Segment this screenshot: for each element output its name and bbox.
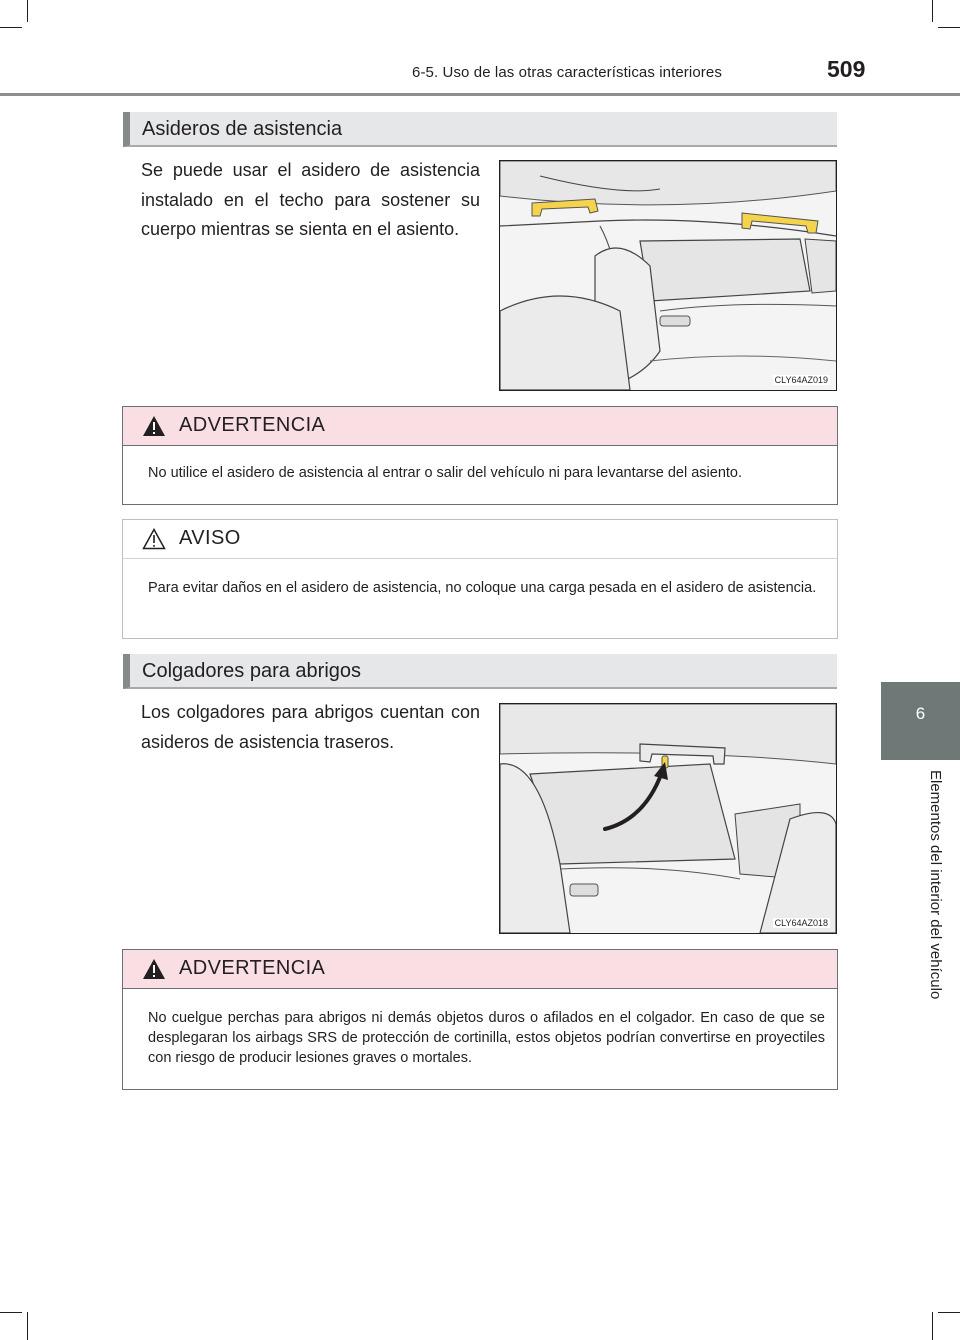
warning-box: [122, 949, 838, 1090]
page-number: 509: [827, 56, 866, 82]
caution-triangle-icon: [142, 528, 166, 550]
figure-code: CLY64AZ019: [774, 375, 828, 385]
section-heading-assist-grips: [123, 112, 837, 147]
crop-mark: [27, 1312, 28, 1340]
crop-mark: [0, 27, 22, 28]
section-body-text: Se puede usar el asidero de asistencia instalado en el techo para sostener su cuerpo mientras se sienta en el asiento.: [141, 160, 480, 239]
warning-title: ADVERTENCIA: [179, 414, 326, 436]
warning-triangle-icon: [142, 958, 166, 980]
assist-grip-illustration: [499, 160, 837, 391]
car-rear-interior-drawing: [500, 704, 836, 933]
warning-text: No utilice el asidero de asistencia al entrar o salir del vehículo ni para levantarse del asiento.: [148, 465, 743, 481]
notice-title: AVISO: [179, 527, 241, 549]
warning-box: [122, 406, 838, 505]
section-heading-text: Asideros de asistencia: [142, 118, 343, 140]
car-interior-drawing: [500, 161, 836, 390]
warning-header: [123, 950, 837, 989]
chapter-number: 6: [915, 704, 926, 723]
header-rule: [0, 93, 960, 96]
notice-header: [123, 520, 837, 559]
coat-hook-illustration: [499, 703, 837, 934]
crop-mark: [938, 27, 960, 28]
crop-mark: [27, 0, 28, 22]
section-heading-text: Colgadores para abrigos: [142, 660, 362, 682]
crop-mark: [932, 0, 933, 22]
section-body-text: Los colgadores para abrigos cuentan con asideros de asistencia traseros.: [141, 702, 480, 752]
chapter-label: Elementos del interior del vehículo: [927, 770, 944, 1000]
crop-mark: [938, 1312, 960, 1313]
warning-text: No cuelgue perchas para abrigos ni demás objetos duros o afilados en el colgador. En caso de que se desplegaran los airbags SRS de protección de cortinilla, estos objetos podrían convertirse en proyectiles con riesgo de producir lesiones graves o mortales.: [148, 1010, 825, 1066]
header-section-title: 6-5. Uso de las otras características interiores: [412, 64, 722, 81]
warning-title: ADVERTENCIA: [179, 957, 326, 979]
warning-triangle-icon: [142, 415, 166, 437]
notice-text: Para evitar daños en el asidero de asistencia, no coloque una carga pesada en el asidero de asistencia.: [148, 580, 817, 596]
crop-mark: [0, 1312, 22, 1313]
notice-box: [122, 519, 838, 639]
figure-code: CLY64AZ018: [774, 918, 828, 928]
section-heading-coat-hooks: [123, 654, 837, 689]
warning-header: [123, 407, 837, 446]
crop-mark: [932, 1312, 933, 1340]
